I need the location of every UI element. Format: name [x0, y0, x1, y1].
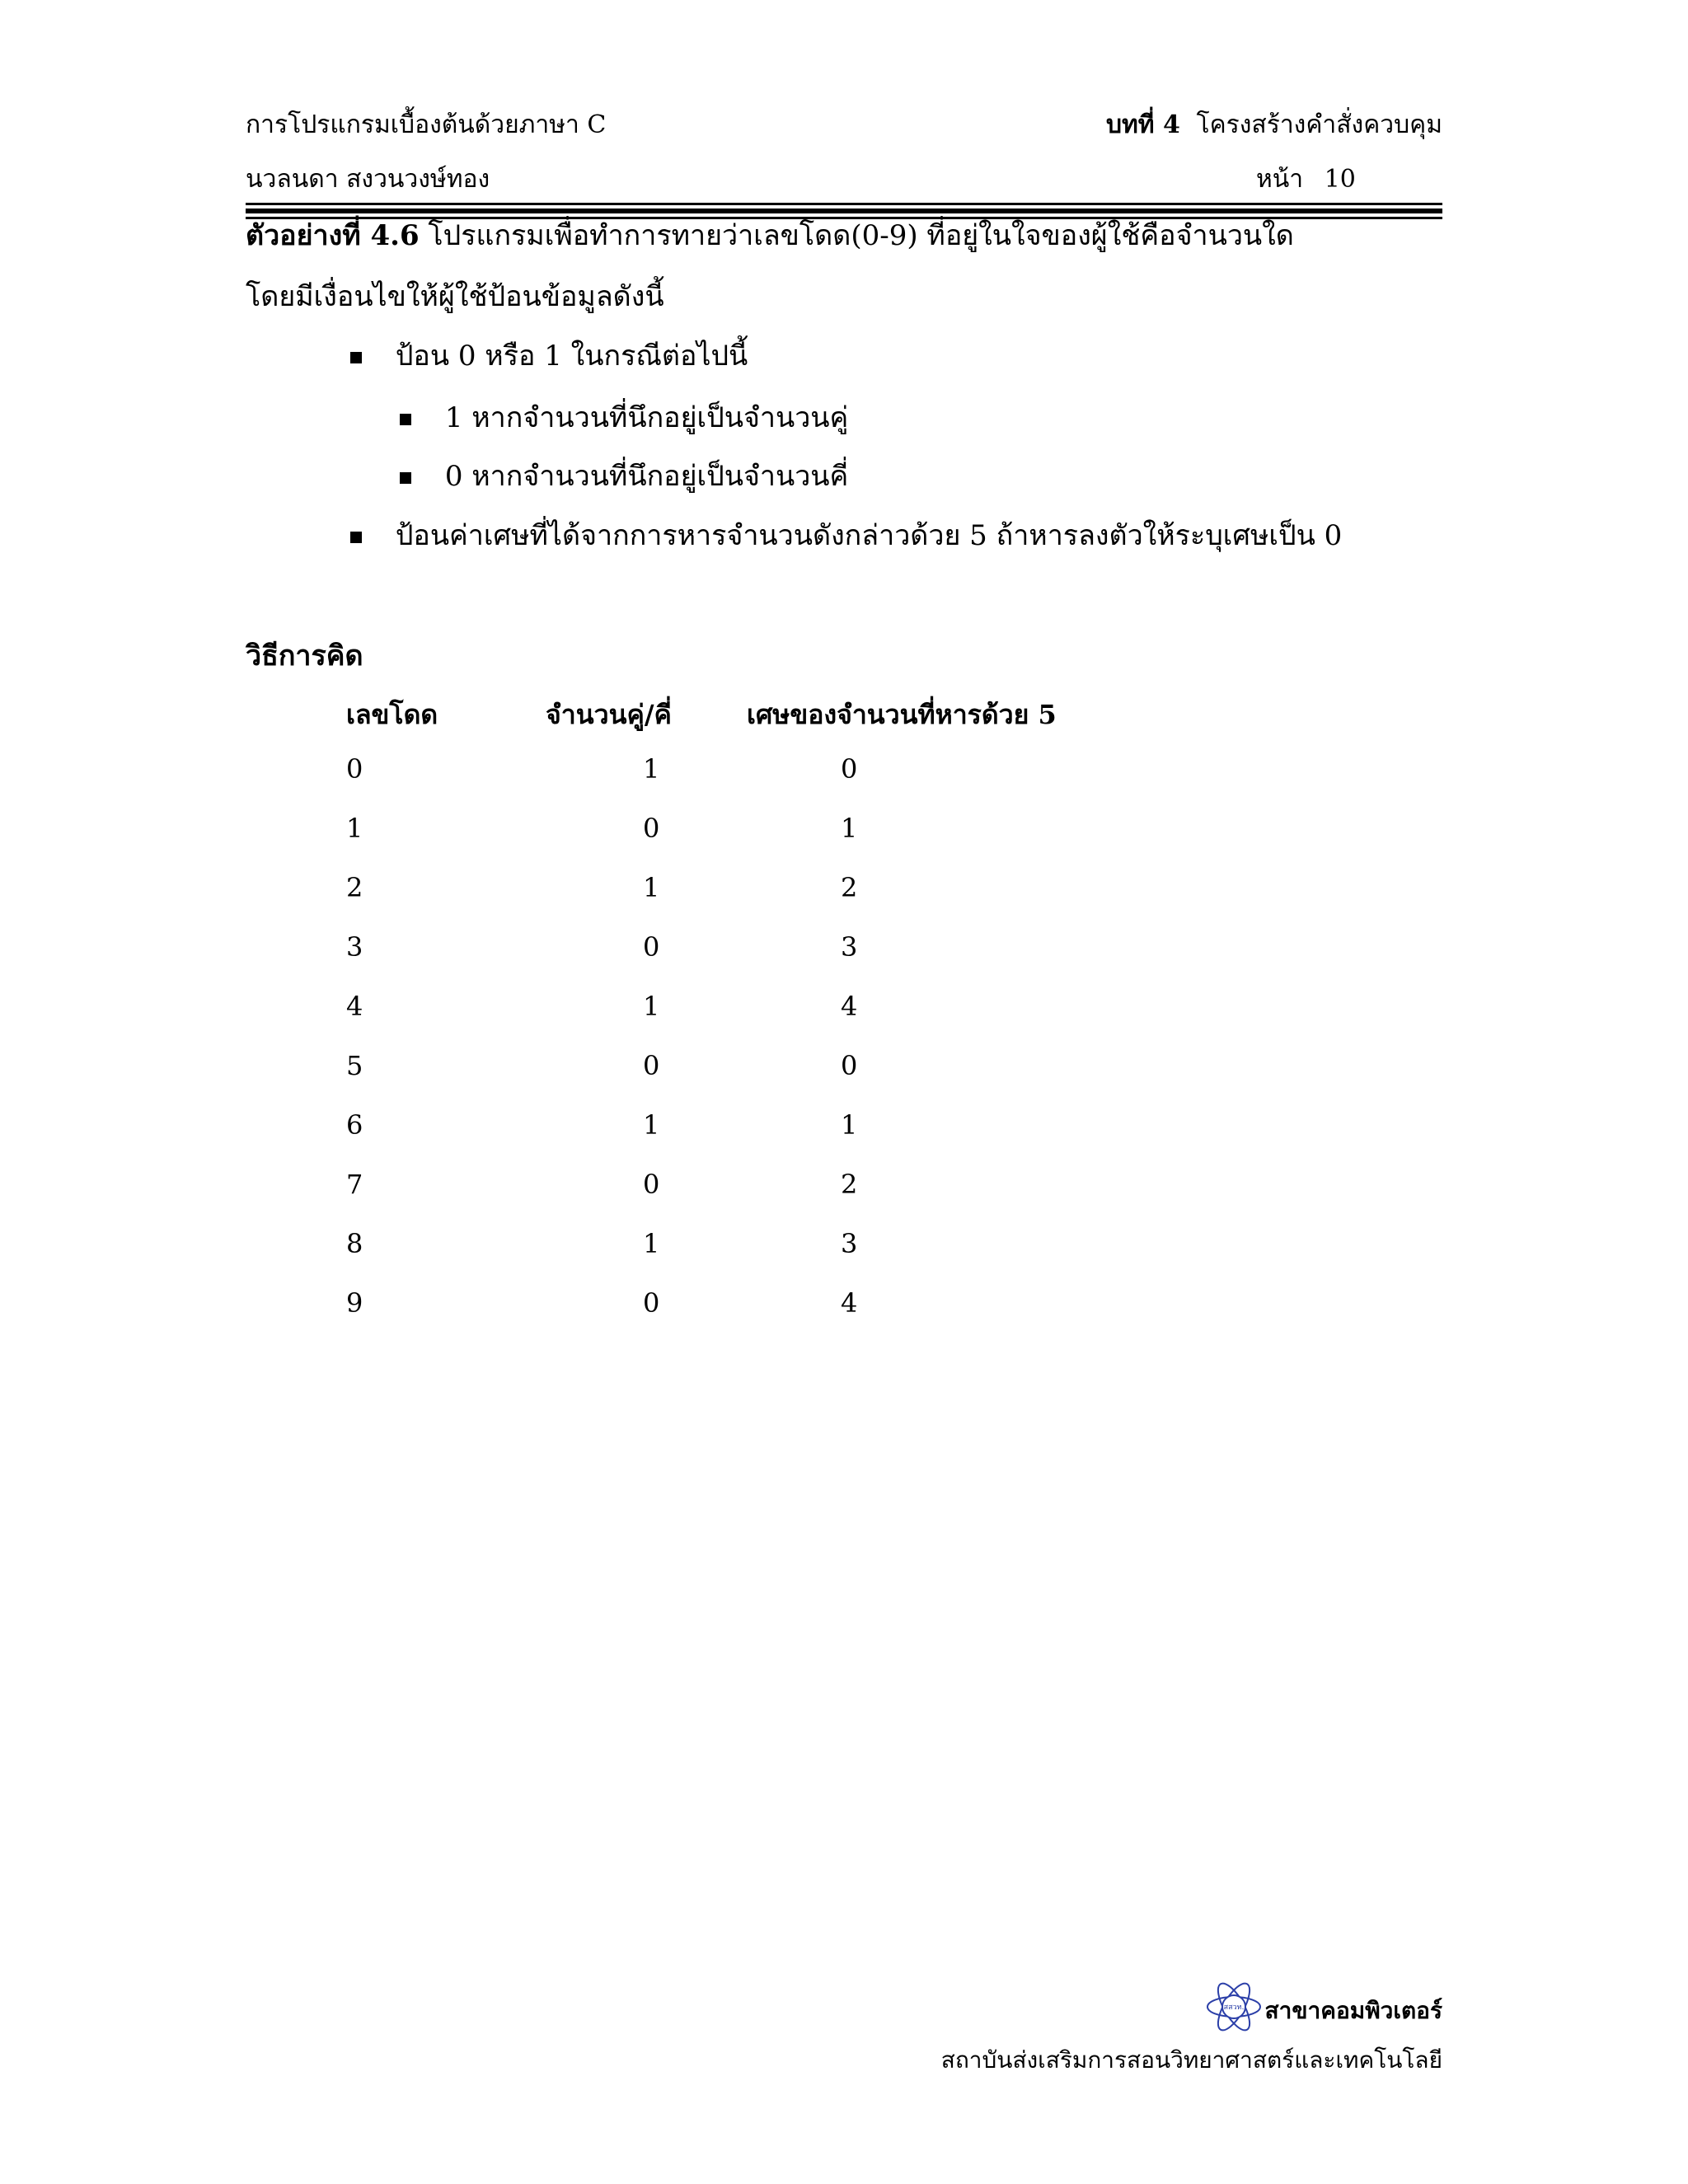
cell-remainder: 0 — [841, 753, 858, 785]
cell-parity: 0 — [643, 1287, 660, 1319]
page-number-line — [1256, 160, 1356, 199]
cell-parity: 1 — [643, 1228, 660, 1259]
cell-remainder: 2 — [841, 872, 858, 903]
cell-parity: 1 — [643, 1109, 660, 1141]
cell-digit: 2 — [346, 872, 363, 903]
cell-remainder: 4 — [841, 1287, 858, 1319]
bullet-item — [350, 513, 1342, 557]
bullet-text: ป้อน 0 หรือ 1 ในกรณีต่อไปนี้ — [395, 340, 748, 373]
example-statement — [246, 213, 1294, 257]
square-bullet-icon — [400, 414, 411, 425]
cell-remainder: 3 — [841, 1228, 858, 1259]
cell-parity: 1 — [643, 753, 660, 785]
bullet-text: ป้อนค่าเศษที่ได้จากการหารจำนวนดังกล่าวด้วย 5 ถ้าหารลงตัวให้ระบุเศษเป็น 0 — [395, 519, 1343, 552]
cell-remainder: 4 — [841, 991, 858, 1022]
cell-remainder: 1 — [841, 813, 858, 844]
cell-digit: 1 — [346, 813, 363, 844]
cell-remainder: 1 — [841, 1109, 858, 1141]
square-bullet-icon — [350, 352, 362, 363]
cell-digit: 6 — [346, 1109, 363, 1141]
page-number: 10 — [1324, 165, 1356, 194]
square-bullet-icon — [400, 472, 411, 484]
cell-parity: 1 — [643, 991, 660, 1022]
sub-bullet-item — [400, 395, 848, 439]
column-header-parity: จำนวนคู่/คี่ — [546, 699, 672, 730]
cell-parity: 1 — [643, 872, 660, 903]
method-heading: วิธีการคิด — [246, 640, 363, 673]
square-bullet-icon — [350, 532, 362, 543]
cell-parity: 0 — [643, 813, 660, 844]
cell-remainder: 3 — [841, 931, 858, 963]
sub-bullet-item — [400, 453, 848, 498]
footer-institute: สถาบันส่งเสริมการสอนวิทยาศาสตร์และเทคโนโลยี — [940, 2046, 1442, 2074]
column-header-remainder: เศษของจำนวนที่หารด้วย 5 — [747, 699, 1057, 730]
header-rule-top — [246, 203, 1442, 205]
author: นวลนดา สงวนวงษ์ทอง — [246, 165, 490, 194]
cell-parity: 0 — [643, 1169, 660, 1200]
example-text: โปรแกรมเพื่อทำการทายว่าเลขโดด(0-9) ที่อยู่ในใจของผู้ใช้คือจำนวนใด — [428, 219, 1294, 252]
cell-parity: 0 — [643, 1050, 660, 1081]
bullet-item — [350, 333, 748, 377]
institute-logo — [1205, 1978, 1263, 2036]
chapter-label: บทที่ 4 — [1105, 110, 1180, 139]
sub-bullet-text: 0 หากจำนวนที่นึกอยู่เป็นจำนวนคี่ — [444, 460, 849, 493]
cell-remainder: 2 — [841, 1169, 858, 1200]
cell-digit: 5 — [346, 1050, 363, 1081]
chapter-heading — [1106, 105, 1442, 144]
cell-digit: 7 — [346, 1169, 363, 1200]
cell-remainder: 0 — [841, 1050, 858, 1081]
cell-digit: 3 — [346, 931, 363, 963]
logo-text: สสวท. — [1223, 2004, 1245, 2012]
cell-digit: 9 — [346, 1287, 363, 1319]
example-line2: โดยมีเงื่อนไขให้ผู้ใช้ป้อนข้อมูลดังนี้ — [246, 280, 664, 313]
sub-bullet-text: 1 หากจำนวนที่นึกอยู่เป็นจำนวนคู่ — [444, 401, 849, 434]
book-title: การโปรแกรมเบื้องต้นด้วยภาษา C — [246, 110, 607, 139]
cell-digit: 4 — [346, 991, 363, 1022]
page-label: หน้า — [1256, 165, 1304, 194]
cell-parity: 0 — [643, 931, 660, 963]
chapter-title: โครงสร้างคำสั่งควบคุม — [1196, 110, 1442, 139]
example-label: ตัวอย่างที่ 4.6 — [246, 219, 420, 252]
footer-department: สาขาคอมพิวเตอร์ — [1264, 1997, 1442, 2024]
cell-digit: 0 — [346, 753, 363, 785]
column-header-digit: เลขโดด — [346, 699, 438, 730]
cell-digit: 8 — [346, 1228, 363, 1259]
